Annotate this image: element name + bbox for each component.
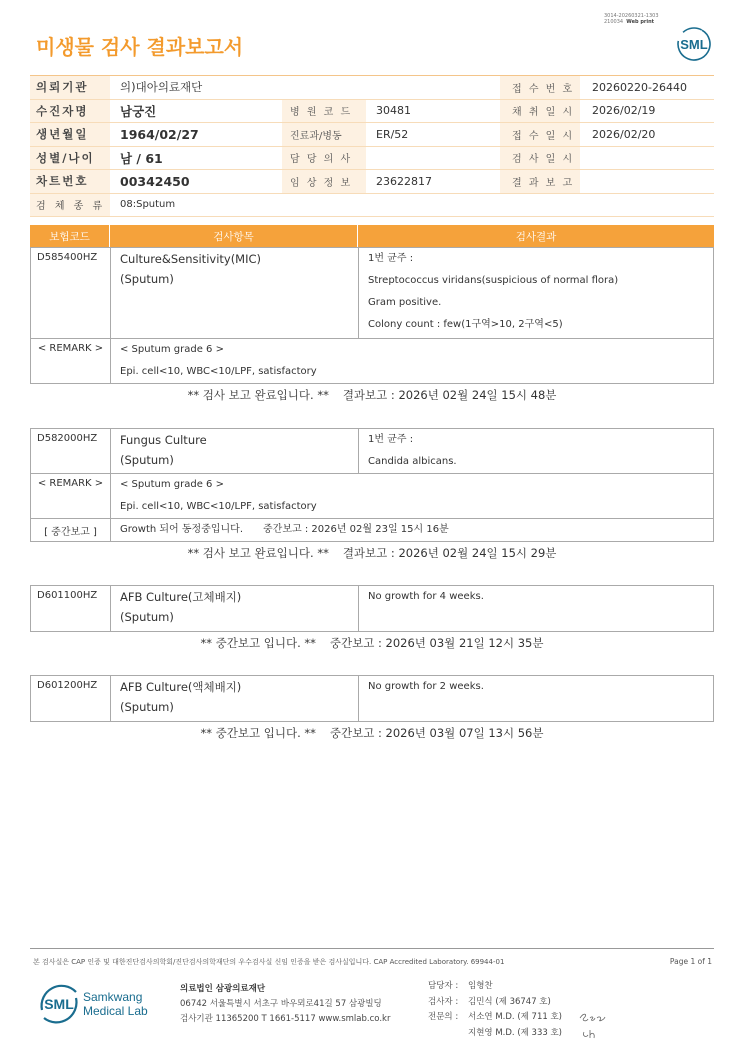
label-patient-name: 수진자명 — [30, 100, 110, 123]
result-line: No growth for 2 weeks. — [368, 681, 484, 692]
interim-time: 중간보고 : 2026년 02월 23일 15시 16분 — [263, 524, 449, 535]
staff-row — [428, 1010, 562, 1026]
report-title: 미생물 검사 결과보고서 — [36, 35, 244, 59]
lab-name-line1: Samkwang — [83, 990, 143, 1004]
label-chart-no: 차트번호 — [30, 170, 110, 193]
label-department: 진료과/병동 — [282, 123, 366, 146]
label-clinical-info: 임 상 정 보 — [282, 170, 366, 193]
value-requesting-org: 의)대아의료재단 — [120, 80, 203, 95]
remark-label: < REMARK > — [31, 339, 111, 383]
summary-status: ** 중간보고 입니다. ** — [200, 636, 316, 650]
result-row — [31, 248, 713, 339]
value-hospital-code: 30481 — [376, 104, 411, 118]
result-line: Gram positive. — [368, 297, 442, 308]
result-row — [31, 429, 713, 474]
staff-list — [428, 979, 562, 1041]
interim-row — [31, 519, 713, 541]
test-specimen: (Sputum) — [120, 272, 174, 286]
document-id: 3014-20260321-1303 210034 Web print — [604, 13, 659, 25]
label-specimen-type: 검 체 종 류 — [30, 194, 110, 217]
label-requesting-org: 의뢰기관 — [30, 76, 110, 99]
svg-text:SML: SML — [680, 37, 708, 52]
staff-role — [428, 1026, 468, 1042]
test-result — [359, 676, 713, 721]
summary-status: ** 검사 보고 완료입니다. ** — [187, 388, 329, 402]
label-sex-age: 성별/나이 — [30, 147, 110, 170]
value-chart-no: 00342450 — [120, 173, 190, 189]
result-line: Candida albicans. — [368, 456, 457, 467]
remark-text — [111, 339, 713, 383]
test-name: AFB Culture(고체배지) — [120, 590, 242, 604]
test-name: Fungus Culture — [120, 433, 207, 447]
value-collection-date: 2026/02/19 — [592, 104, 656, 118]
summary-status: ** 검사 보고 완료입니다. ** — [187, 546, 329, 560]
summary-time: 결과보고 : 2026년 02월 24일 15시 29분 — [342, 546, 557, 560]
test-item — [111, 586, 359, 631]
test-result — [359, 248, 713, 338]
address-line: 06742 서울특별시 서초구 바우뫼로41길 57 삼광빌딩 — [180, 999, 382, 1009]
result-block — [30, 247, 714, 384]
remark-text — [111, 474, 713, 518]
remark-line: Epi. cell<10, WBC<10/LPF, satisfactory — [120, 501, 317, 512]
lab-name-line2: Medical Lab — [83, 1004, 148, 1018]
org-name: 의료법인 삼광의료재단 — [180, 984, 266, 994]
insurance-code: D601100HZ — [31, 586, 111, 631]
info-row — [30, 76, 714, 100]
test-specimen: (Sputum) — [120, 453, 174, 467]
label-result-report: 결 과 보 고 — [500, 170, 580, 193]
signature-icon — [578, 1008, 608, 1040]
value-clinical-info: 23622817 — [376, 174, 432, 188]
result-line: Colony count : few(1구역>10, 2구역<5) — [368, 319, 563, 330]
staff-name: 임형찬 — [468, 981, 493, 991]
label-hospital-code: 병 원 코 드 — [282, 100, 366, 123]
label-birth-date: 생년월일 — [30, 123, 110, 146]
insurance-code: D585400HZ — [31, 248, 111, 338]
result-line: 1번 균주 : — [368, 253, 414, 264]
svg-text:SML: SML — [44, 996, 74, 1012]
result-block — [30, 675, 714, 722]
report-summary — [0, 545, 744, 561]
interim-label: [ 중간보고 ] — [31, 519, 111, 541]
interim-text — [111, 519, 713, 541]
label-accession-no: 접 수 번 호 — [500, 76, 580, 99]
footer-divider — [30, 948, 714, 949]
value-specimen-type: 08:Sputum — [120, 199, 176, 211]
info-row — [30, 170, 714, 194]
result-line: 1번 균주 : — [368, 434, 414, 445]
result-row — [31, 586, 713, 631]
result-row — [31, 676, 713, 721]
remark-line: < Sputum grade 6 > — [120, 344, 224, 355]
test-name: AFB Culture(액체배지) — [120, 680, 242, 694]
accreditation-note: 본 검사실은 CAP 인증 및 대한진단검사의학회/진단검사의학재단의 우수검사실 신임 인증을 받은 검사실입니다. CAP Accredited Laboratory. 69944-01 — [33, 958, 505, 966]
test-item — [111, 429, 359, 473]
interim-status: Growth 되어 동정중입니다. — [120, 524, 244, 535]
test-item — [111, 676, 359, 721]
insurance-code: D601200HZ — [31, 676, 111, 721]
header-test-result: 검사결과 — [515, 231, 557, 243]
report-summary — [0, 725, 744, 741]
remark-line: Epi. cell<10, WBC<10/LPF, satisfactory — [120, 366, 317, 377]
result-line: Streptococcus viridans(suspicious of normal flora) — [368, 275, 619, 286]
remark-line: < Sputum grade 6 > — [120, 479, 224, 490]
header-insurance-code: 보험코드 — [30, 225, 110, 248]
label-collection-date: 채 취 일 시 — [500, 100, 580, 123]
test-name: Culture&Sensitivity(MIC) — [120, 252, 262, 266]
info-row — [30, 123, 714, 147]
lab-name — [83, 990, 148, 1018]
result-block — [30, 585, 714, 632]
remark-row — [31, 474, 713, 519]
value-patient-name: 남궁진 — [120, 103, 157, 119]
staff-role: 담당자 : — [428, 981, 459, 991]
page-number: Page 1 of 1 — [669, 957, 712, 966]
label-physician: 담 당 의 사 — [282, 147, 366, 170]
lab-address — [180, 982, 390, 1027]
staff-name: 김민식 (제 36747 호) — [468, 996, 551, 1007]
value-receipt-date: 2026/02/20 — [592, 127, 656, 141]
remark-row — [31, 339, 713, 383]
info-row — [30, 194, 714, 218]
report-summary — [0, 387, 744, 403]
staff-row — [428, 1026, 562, 1042]
label-test-date: 검 사 일 시 — [500, 147, 580, 170]
sml-logo-icon — [676, 26, 712, 62]
summary-time: 결과보고 : 2026년 02월 24일 15시 48분 — [342, 388, 557, 402]
test-specimen: (Sputum) — [120, 610, 174, 624]
staff-row — [428, 979, 562, 995]
test-result — [359, 429, 713, 473]
staff-role: 검사자 : — [428, 996, 459, 1007]
test-item — [111, 248, 359, 338]
info-row — [30, 100, 714, 124]
result-line: No growth for 4 weeks. — [368, 591, 484, 602]
remark-label: < REMARK > — [31, 474, 111, 518]
test-specimen: (Sputum) — [120, 700, 174, 714]
summary-time: 중간보고 : 2026년 03월 07일 13시 56분 — [329, 726, 544, 740]
value-accession-no: 20260220-26440 — [592, 80, 687, 94]
value-birth-date: 1964/02/27 — [120, 126, 199, 142]
value-department: ER/52 — [376, 127, 409, 141]
test-result — [359, 586, 713, 631]
patient-info-table — [30, 75, 714, 217]
label-receipt-date: 접 수 일 시 — [500, 123, 580, 146]
summary-status: ** 중간보고 입니다. ** — [200, 726, 316, 740]
value-sex-age: 남 / 61 — [120, 150, 163, 166]
info-row — [30, 147, 714, 171]
header-test-item: 검사항목 — [110, 225, 358, 248]
insurance-code: D582000HZ — [31, 429, 111, 473]
staff-row — [428, 995, 562, 1011]
staff-name: 지현영 M.D. (제 333 호) — [468, 1027, 563, 1038]
result-block — [30, 428, 714, 542]
summary-time: 중간보고 : 2026년 03월 21일 12시 35분 — [329, 636, 544, 650]
staff-role: 전문의 : — [428, 1012, 459, 1022]
results-header — [30, 225, 714, 248]
report-summary — [0, 635, 744, 651]
contact-line: 검사기관 11365200 T 1661-5117 www.smlab.co.kr — [180, 1014, 391, 1024]
staff-name: 서소연 M.D. (제 711 호) — [468, 1012, 563, 1022]
